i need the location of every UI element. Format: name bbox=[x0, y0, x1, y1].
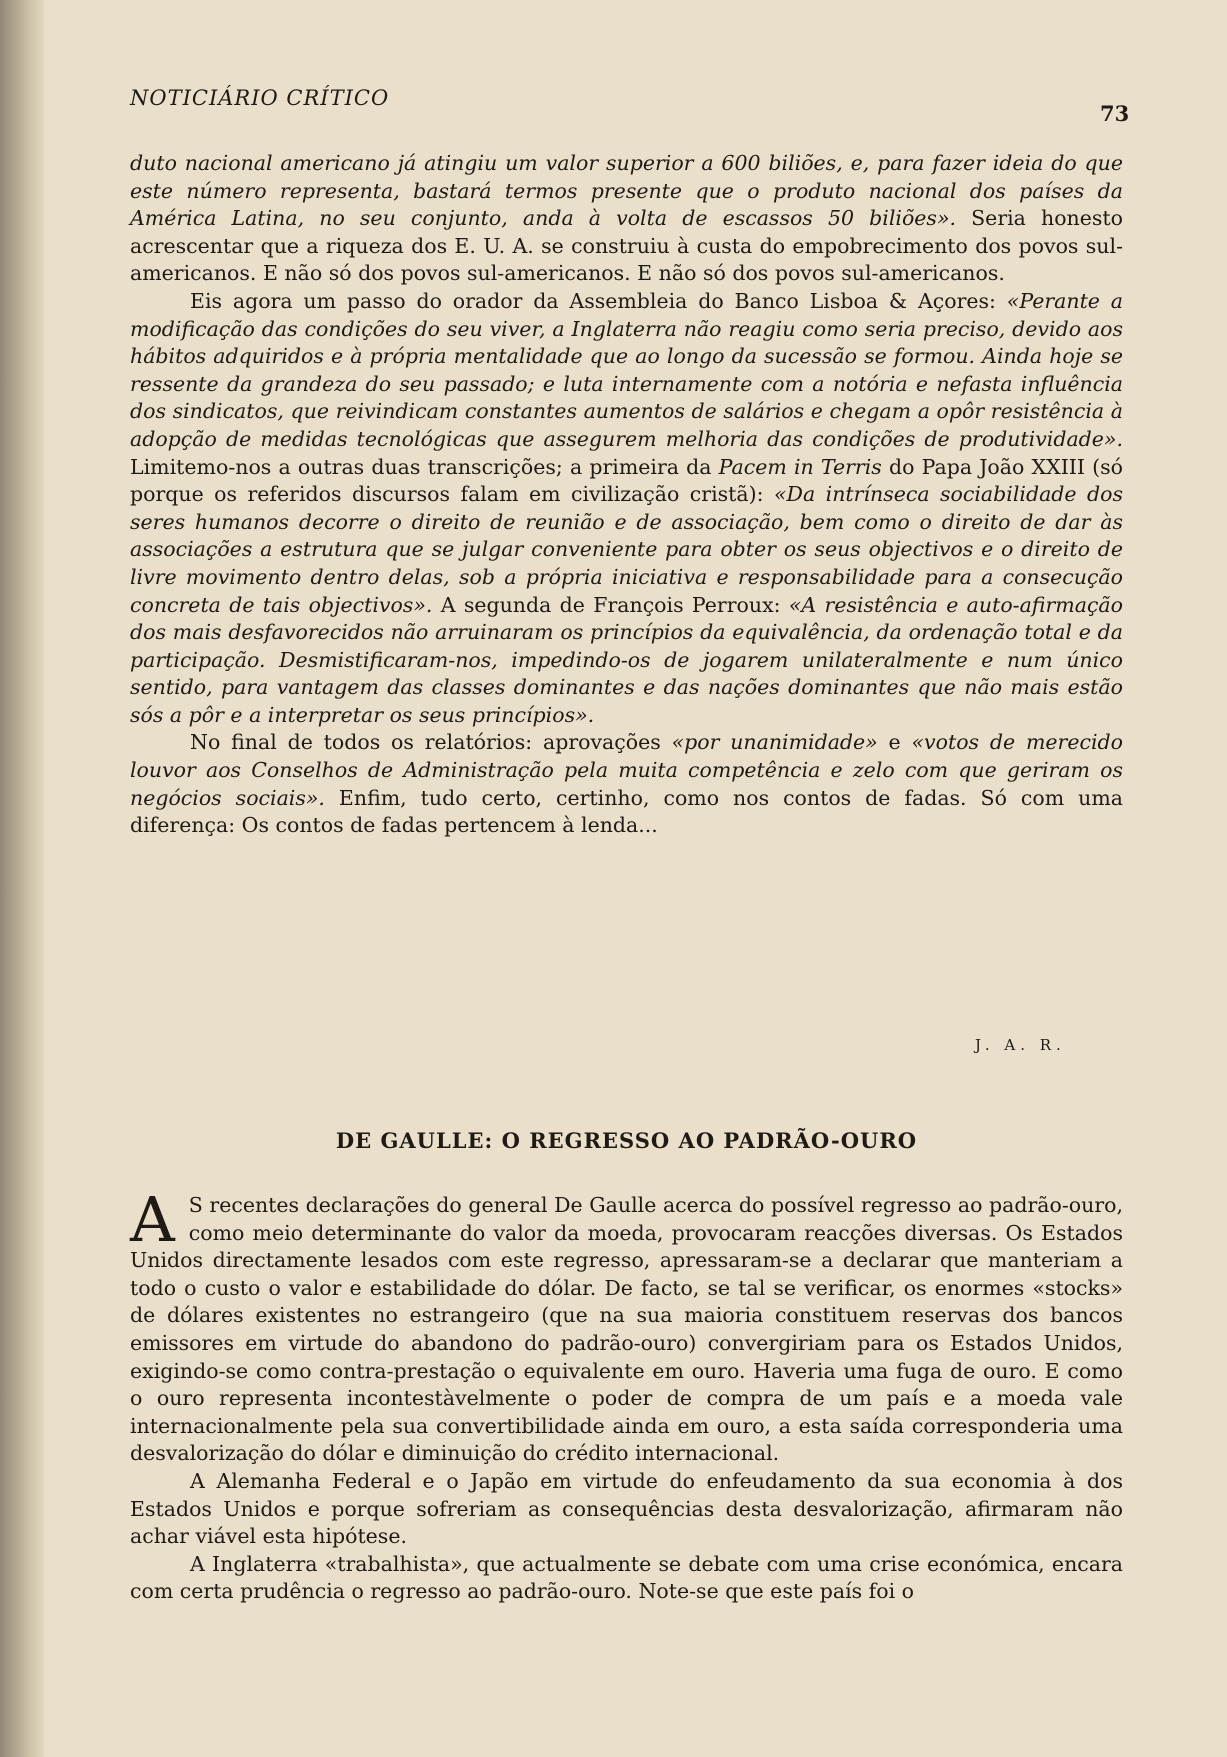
text: S recentes declarações do general De Gaulle acerca do possível regresso ao padrão-ouro, como meio determinante do valor da moeda, provocaram reacções diversas. Os Estados Unidos directamente lesados com este regresso, apressaram-se a declarar que manteriam a todo o custo o valor e estabilidade do dólar. De facto, se tal se verificar, os enormes «stocks» de dólares existentes no estrangeiro (que na sua maioria constituem reservas dos bancos emissores em virtude do abandono do padrão-ouro) convergiriam para os Estados Unidos, exigindo-se como contra-prestação o equivalente em ouro. Haveria uma fuga de ouro. E como o ouro representa incontestàvelmente o poder de compra de um país e a moeda vale internacionalmente pela sua convertibilidade ainda em ouro, a esta saída corresponderia uma desvalorização do dólar e diminuição do crédito internacional. bbox=[130, 1193, 1123, 1466]
quote: «votos de merecido louvor aos Conselhos de Administração pela muita competência e zelo com que geriram os negócios sociais». bbox=[130, 730, 1123, 810]
article2-body bbox=[130, 1183, 1123, 1606]
article1-paragraph-3 bbox=[130, 729, 1123, 839]
quote: «Da intrínseca sociabilidade dos seres humanos decorre o direito de reunião e de associação, bem como o direito de dar às associações a estrutura que se julgar conveniente para obter os seus objectivos e o direito de livre movimento dentro delas, sob a própria iniciativa e responsabilidade para a consecução concreta de tais objectivos». bbox=[130, 482, 1123, 617]
article2-paragraph-2: A Alemanha Federal e o Japão em virtude do enfeudamento da sua economia à dos Estados Unidos e porque sofreriam as consequências desta desvalorização, afirmaram não achar viável esta hipótese. bbox=[130, 1468, 1123, 1549]
quote: duto nacional americano já atingiu um valor superior a 600 biliões, e, para fazer ideia do que este número representa, bastará termos presente que o produto nacional dos países da América Latina, no seu conjunto, anda à volta de escassos 50 biliões». bbox=[130, 151, 1123, 231]
article1-paragraph-2 bbox=[130, 288, 1123, 730]
quote: «Perante a modificação das condições do seu viver, a Inglaterra não reagiu como seria preciso, devido aos hábitos adquiridos e à própria mentalidade que ao longo da sucessão se formou. Ainda hoje se ressente da grandeza do seu passado; e luta internamente com a notória e nefasta influência dos sindicatos, que reivindicam constantes aumentos de salários e chegam a opôr resistência à adopção de medidas tecnológicas que assegurem melhoria das condições de produtividade». bbox=[130, 288, 1123, 451]
article1-paragraph-1 bbox=[130, 150, 1123, 288]
drop-cap: A bbox=[130, 1183, 175, 1256]
page-binding-shadow bbox=[0, 0, 44, 1757]
page-number: 73 bbox=[1100, 101, 1130, 126]
article2-paragraph-3: A Inglaterra «trabalhista», que actualmente se debate com uma crise económica, encara com certa prudência o regresso ao padrão-ouro. Note-se que este país foi o bbox=[130, 1551, 1123, 1604]
text: Limitemo-nos a outras duas transcrições; a primeira da bbox=[130, 454, 719, 479]
quote: «por unanimidade» bbox=[671, 730, 878, 755]
text: A segunda de François Perroux: bbox=[432, 592, 789, 617]
article2-title: DE GAULLE: O REGRESSO AO PADRÃO-OURO bbox=[335, 1128, 918, 1153]
book-title: Pacem in Terris bbox=[718, 454, 882, 479]
text: Enfim, tudo certo, certinho, como nos contos de fadas. Só com uma diferença: Os contos de fadas pertencem à lenda... bbox=[130, 785, 1123, 838]
author-signature: J. A. R. bbox=[975, 1036, 1066, 1054]
text: do Papa João XXIII (só porque os referidos discursos falam em civilização cristã): bbox=[130, 454, 1124, 507]
text: e bbox=[877, 730, 912, 755]
article2-paragraph-1 bbox=[130, 1183, 1123, 1468]
text: Seria honesto acrescentar que a riqueza dos E. U. A. se construiu à custa do empobrecimento dos povos sul-americanos. E não só dos povos sul-americanos. E não só dos povos sul-americanos. bbox=[130, 206, 1123, 286]
text: Eis agora um passo do orador da Assembleia do Banco Lisboa & Açores: bbox=[190, 288, 1007, 313]
text: No final de todos os relatórios: aprovações bbox=[190, 730, 672, 755]
quote: «A resistência e auto-afirmação dos mais desfavorecidos não arruinaram os princípios da equivalência, da ordenação total e da participação. Desmistificaram-nos, impedindo-os de jogarem unilateralmente e num único sentido, para vantagem das classes dominantes e das nações dominantes que não mais estão sós a pôr e a interpretar os seus princípios». bbox=[130, 592, 1123, 727]
running-header: NOTICIÁRIO CRÍTICO bbox=[130, 86, 390, 110]
article1-body bbox=[130, 150, 1123, 840]
